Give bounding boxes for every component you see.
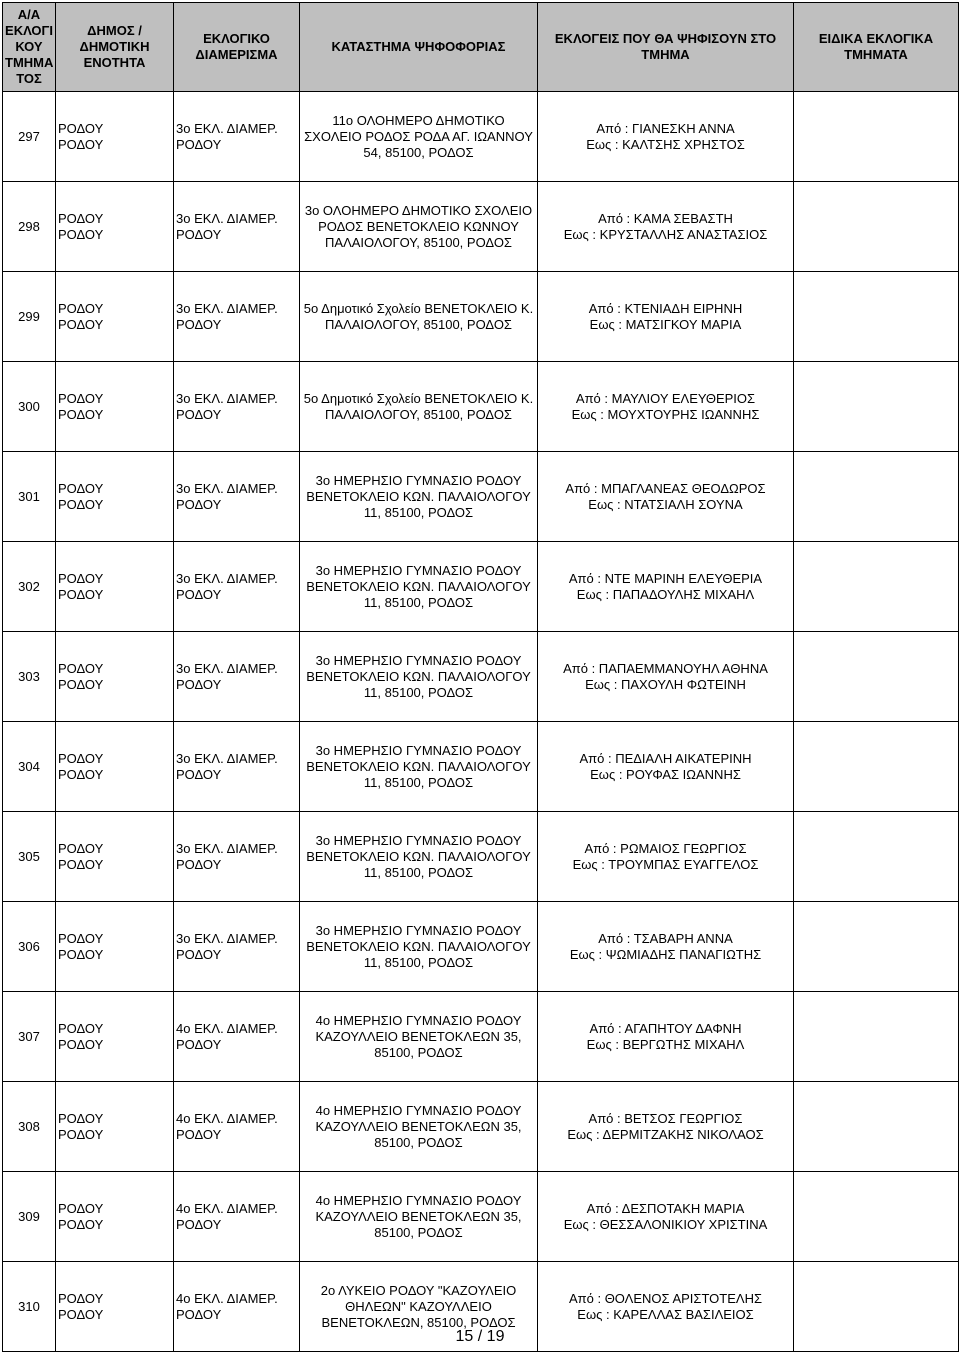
diamerisma-cell bbox=[174, 452, 300, 542]
enotita-text: ΡΟΔΟΥ bbox=[58, 316, 104, 332]
eidika-cell bbox=[794, 452, 959, 542]
katastima-cell: 11ο ΟΛΟΗΜΕΡΟ ΔΗΜΟΤΙΚΟ ΣΧΟΛΕΙΟ ΡΟΔΟΣ ΡΟΔΑ ΑΓ. ΙΩΑΝΝΟΥ 54, 85100, ΡΟΔΟΣ bbox=[300, 92, 538, 182]
range-from: Από : ΜΑΥΛΙΟΥ ΕΛΕΥΘΕΡΙΟΣ bbox=[575, 390, 756, 406]
row-number: 297 bbox=[3, 92, 56, 182]
dimos-text: ΡΟΔΟΥ bbox=[58, 120, 104, 136]
enotita-text: ΡΟΔΟΥ bbox=[58, 1306, 104, 1322]
katastima-cell: 3ο ΗΜΕΡΗΣΙΟ ΓΥΜΝΑΣΙΟ ΡΟΔΟΥ ΒΕΝΕΤΟΚΛΕΙΟ ΚΩΝ. ΠΑΛΑΙΟΛΟΓΟΥ 11, 85100, ΡΟΔΟΣ bbox=[300, 722, 538, 812]
range-from: Από : ΑΓΑΠΗΤΟΥ ΔΑΦΝΗ bbox=[589, 1020, 742, 1036]
dimos-cell bbox=[56, 812, 174, 902]
range-to: Εως : ΤΡΟΥΜΠΑΣ ΕΥΑΓΓΕΛΟΣ bbox=[572, 856, 759, 872]
row-number: 307 bbox=[3, 992, 56, 1082]
eidika-cell bbox=[794, 1172, 959, 1262]
eidika-cell bbox=[794, 992, 959, 1082]
diamerisma-place: ΡΟΔΟΥ bbox=[176, 316, 222, 332]
row-number: 303 bbox=[3, 632, 56, 722]
diamerisma-text: 3ο ΕΚΛ. ΔΙΑΜΕΡ. bbox=[176, 750, 278, 766]
diamerisma-text: 3ο ΕΚΛ. ΔΙΑΜΕΡ. bbox=[176, 660, 278, 676]
range-to: Εως : ΨΩΜΙΑΔΗΣ ΠΑΝΑΓΙΩΤΗΣ bbox=[569, 946, 762, 962]
range-to: Εως : ΜΑΤΣΙΓΚΟΥ ΜΑΡΙΑ bbox=[589, 316, 742, 332]
diamerisma-text: 3ο ΕΚΛ. ΔΙΑΜΕΡ. bbox=[176, 210, 278, 226]
diamerisma-place: ΡΟΔΟΥ bbox=[176, 676, 222, 692]
enotita-text: ΡΟΔΟΥ bbox=[58, 406, 104, 422]
range-from: Από : ΠΑΠΑΕΜΜΑΝΟΥΗΛ ΑΘΗΝΑ bbox=[563, 660, 768, 676]
diamerisma-place: ΡΟΔΟΥ bbox=[176, 136, 222, 152]
table-row bbox=[3, 1172, 959, 1262]
diamerisma-text: 3ο ΕΚΛ. ΔΙΑΜΕΡ. bbox=[176, 300, 278, 316]
ekloges-cell bbox=[538, 992, 794, 1082]
dimos-text: ΡΟΔΟΥ bbox=[58, 300, 104, 316]
diamerisma-text: 3ο ΕΚΛ. ΔΙΑΜΕΡ. bbox=[176, 120, 278, 136]
header-katastima: ΚΑΤΑΣΤΗΜΑ ΨΗΦΟΦΟΡΙΑΣ bbox=[300, 3, 538, 92]
dimos-cell bbox=[56, 902, 174, 992]
diamerisma-cell bbox=[174, 542, 300, 632]
ekloges-cell bbox=[538, 92, 794, 182]
diamerisma-cell bbox=[174, 722, 300, 812]
dimos-text: ΡΟΔΟΥ bbox=[58, 390, 104, 406]
dimos-text: ΡΟΔΟΥ bbox=[58, 1200, 104, 1216]
row-number: 299 bbox=[3, 272, 56, 362]
katastima-cell: 5ο Δημοτικό Σχολείο ΒΕΝΕΤΟΚΛΕΙΟ Κ. ΠΑΛΑΙΟΛΟΓΟΥ, 85100, ΡΟΔΟΣ bbox=[300, 272, 538, 362]
dimos-cell bbox=[56, 722, 174, 812]
dimos-text: ΡΟΔΟΥ bbox=[58, 480, 104, 496]
eidika-cell bbox=[794, 812, 959, 902]
enotita-text: ΡΟΔΟΥ bbox=[58, 946, 104, 962]
dimos-text: ΡΟΔΟΥ bbox=[58, 840, 104, 856]
table-row bbox=[3, 92, 959, 182]
table-row bbox=[3, 992, 959, 1082]
diamerisma-place: ΡΟΔΟΥ bbox=[176, 406, 222, 422]
dimos-text: ΡΟΔΟΥ bbox=[58, 750, 104, 766]
dimos-cell bbox=[56, 992, 174, 1082]
range-to: Εως : ΘΕΣΣΑΛΟΝΙΚΙΟΥ ΧΡΙΣΤΙΝΑ bbox=[563, 1216, 768, 1232]
dimos-text: ΡΟΔΟΥ bbox=[58, 660, 104, 676]
eidika-cell bbox=[794, 632, 959, 722]
katastima-cell: 3ο ΗΜΕΡΗΣΙΟ ΓΥΜΝΑΣΙΟ ΡΟΔΟΥ ΒΕΝΕΤΟΚΛΕΙΟ ΚΩΝ. ΠΑΛΑΙΟΛΟΓΟΥ 11, 85100, ΡΟΔΟΣ bbox=[300, 542, 538, 632]
header-eidika: ΕΙΔΙΚΑ ΕΚΛΟΓΙΚΑ ΤΜΗΜΑΤΑ bbox=[794, 3, 959, 92]
katastima-cell: 4ο ΗΜΕΡΗΣΙΟ ΓΥΜΝΑΣΙΟ ΡΟΔΟΥ ΚΑΖΟΥΛΛΕΙΟ ΒΕΝΕΤΟΚΛΕΩΝ 35, 85100, ΡΟΔΟΣ bbox=[300, 1082, 538, 1172]
range-from: Από : ΝΤΕ ΜΑΡΙΝΗ ΕΛΕΥΘΕΡΙΑ bbox=[568, 570, 763, 586]
dimos-cell bbox=[56, 272, 174, 362]
ekloges-cell bbox=[538, 362, 794, 452]
row-number: 305 bbox=[3, 812, 56, 902]
row-number: 300 bbox=[3, 362, 56, 452]
range-to: Εως : ΒΕΡΓΩΤΗΣ ΜΙΧΑΗΛ bbox=[586, 1036, 745, 1052]
eidika-cell bbox=[794, 92, 959, 182]
diamerisma-text: 3ο ΕΚΛ. ΔΙΑΜΕΡ. bbox=[176, 390, 278, 406]
eidika-cell bbox=[794, 362, 959, 452]
diamerisma-cell bbox=[174, 362, 300, 452]
katastima-cell: 2ο ΛΥΚΕΙΟ ΡΟΔΟΥ "ΚΑΖΟΥΛΕΙΟ ΘΗΛΕΩΝ" ΚΑΖΟΥΛΛΕΙΟ ΒΕΝΕΤΟΚΛΕΩΝ, 85100, ΡΟΔΟΣ bbox=[300, 1262, 538, 1352]
row-number: 298 bbox=[3, 182, 56, 272]
diamerisma-cell bbox=[174, 92, 300, 182]
ekloges-cell bbox=[538, 902, 794, 992]
range-from: Από : ΒΕΤΣΟΣ ΓΕΩΡΓΙΟΣ bbox=[588, 1110, 743, 1126]
diamerisma-place: ΡΟΔΟΥ bbox=[176, 1036, 222, 1052]
dimos-cell bbox=[56, 1082, 174, 1172]
diamerisma-place: ΡΟΔΟΥ bbox=[176, 586, 222, 602]
header-dimos: ΔΗΜΟΣ / ΔΗΜΟΤΙΚΗ ΕΝΟΤΗΤΑ bbox=[56, 3, 174, 92]
header-aa: Α/Α ΕΚΛΟΓΙ ΚΟΥ ΤΜΗΜΑ ΤΟΣ bbox=[3, 3, 56, 92]
range-from: Από : ΠΕΔΙΑΛΗ ΑΙΚΑΤΕΡΙΝΗ bbox=[579, 750, 752, 766]
diamerisma-place: ΡΟΔΟΥ bbox=[176, 1306, 222, 1322]
eidika-cell bbox=[794, 902, 959, 992]
header-diamerisma: ΕΚΛΟΓΙΚΟ ΔΙΑΜΕΡΙΣΜΑ bbox=[174, 3, 300, 92]
enotita-text: ΡΟΔΟΥ bbox=[58, 226, 104, 242]
diamerisma-cell bbox=[174, 992, 300, 1082]
eidika-cell bbox=[794, 722, 959, 812]
katastima-cell: 4ο ΗΜΕΡΗΣΙΟ ΓΥΜΝΑΣΙΟ ΡΟΔΟΥ ΚΑΖΟΥΛΛΕΙΟ ΒΕΝΕΤΟΚΛΕΩΝ 35, 85100, ΡΟΔΟΣ bbox=[300, 1172, 538, 1262]
diamerisma-cell bbox=[174, 1172, 300, 1262]
katastima-cell: 3ο ΟΛΟΗΜΕΡΟ ΔΗΜΟΤΙΚΟ ΣΧΟΛΕΙΟ ΡΟΔΟΣ ΒΕΝΕΤΟΚΛΕΙΟ ΚΩΝΝΟΥ ΠΑΛΑΙΟΛΟΓΟΥ, 85100, ΡΟΔΟΣ bbox=[300, 182, 538, 272]
katastima-cell: 3ο ΗΜΕΡΗΣΙΟ ΓΥΜΝΑΣΙΟ ΡΟΔΟΥ ΒΕΝΕΤΟΚΛΕΙΟ ΚΩΝ. ΠΑΛΑΙΟΛΟΓΟΥ 11, 85100, ΡΟΔΟΣ bbox=[300, 812, 538, 902]
ekloges-cell bbox=[538, 182, 794, 272]
diamerisma-place: ΡΟΔΟΥ bbox=[176, 766, 222, 782]
row-number: 310 bbox=[3, 1262, 56, 1352]
dimos-cell bbox=[56, 362, 174, 452]
range-from: Από : ΜΠΑΓΛΑΝΕΑΣ ΘΕΟΔΩΡΟΣ bbox=[565, 480, 766, 496]
ekloges-cell bbox=[538, 1082, 794, 1172]
table-row bbox=[3, 632, 959, 722]
range-to: Εως : ΜΟΥΧΤΟΥΡΗΣ ΙΩΑΝΝΗΣ bbox=[571, 406, 760, 422]
enotita-text: ΡΟΔΟΥ bbox=[58, 586, 104, 602]
row-number: 304 bbox=[3, 722, 56, 812]
diamerisma-place: ΡΟΔΟΥ bbox=[176, 496, 222, 512]
range-from: Από : ΔΕΣΠΟΤΑΚΗ ΜΑΡΙΑ bbox=[586, 1200, 745, 1216]
katastima-cell: 3ο ΗΜΕΡΗΣΙΟ ΓΥΜΝΑΣΙΟ ΡΟΔΟΥ ΒΕΝΕΤΟΚΛΕΙΟ ΚΩΝ. ΠΑΛΑΙΟΛΟΓΟΥ 11, 85100, ΡΟΔΟΣ bbox=[300, 902, 538, 992]
range-to: Εως : ΠΑΠΑΔΟΥΛΗΣ ΜΙΧΑΗΛ bbox=[576, 586, 755, 602]
range-from: Από : ΡΩΜΑΙΟΣ ΓΕΩΡΓΙΟΣ bbox=[584, 840, 747, 856]
diamerisma-place: ΡΟΔΟΥ bbox=[176, 856, 222, 872]
ekloges-cell bbox=[538, 722, 794, 812]
ekloges-cell bbox=[538, 452, 794, 542]
range-from: Από : ΚΑΜΑ ΣΕΒΑΣΤΗ bbox=[598, 210, 733, 226]
dimos-text: ΡΟΔΟΥ bbox=[58, 210, 104, 226]
table-row bbox=[3, 902, 959, 992]
table-row bbox=[3, 812, 959, 902]
table-row bbox=[3, 182, 959, 272]
ekloges-cell bbox=[538, 632, 794, 722]
table-row bbox=[3, 452, 959, 542]
row-number: 309 bbox=[3, 1172, 56, 1262]
ekloges-cell bbox=[538, 272, 794, 362]
header-ekloges: ΕΚΛΟΓΕΙΣ ΠΟΥ ΘΑ ΨΗΦΙΣΟΥΝ ΣΤΟ ΤΜΗΜΑ bbox=[538, 3, 794, 92]
eidika-cell bbox=[794, 182, 959, 272]
diamerisma-text: 4ο ΕΚΛ. ΔΙΑΜΕΡ. bbox=[176, 1020, 278, 1036]
table-row bbox=[3, 542, 959, 632]
diamerisma-place: ΡΟΔΟΥ bbox=[176, 1126, 222, 1142]
row-number: 301 bbox=[3, 452, 56, 542]
diamerisma-cell bbox=[174, 1082, 300, 1172]
dimos-cell bbox=[56, 542, 174, 632]
diamerisma-cell bbox=[174, 632, 300, 722]
enotita-text: ΡΟΔΟΥ bbox=[58, 1216, 104, 1232]
diamerisma-text: 4ο ΕΚΛ. ΔΙΑΜΕΡ. bbox=[176, 1290, 278, 1306]
dimos-cell bbox=[56, 452, 174, 542]
range-to: Εως : ΚΑΛΤΣΗΣ ΧΡΗΣΤΟΣ bbox=[586, 136, 745, 152]
range-to: Εως : ΠΑΧΟΥΛΗ ΦΩΤΕΙΝΗ bbox=[585, 676, 746, 692]
katastima-cell: 3ο ΗΜΕΡΗΣΙΟ ΓΥΜΝΑΣΙΟ ΡΟΔΟΥ ΒΕΝΕΤΟΚΛΕΙΟ ΚΩΝ. ΠΑΛΑΙΟΛΟΓΟΥ 11, 85100, ΡΟΔΟΣ bbox=[300, 632, 538, 722]
table-row bbox=[3, 272, 959, 362]
enotita-text: ΡΟΔΟΥ bbox=[58, 1036, 104, 1052]
table-row bbox=[3, 722, 959, 812]
range-to: Εως : ΡΟΥΦΑΣ ΙΩΑΝΝΗΣ bbox=[590, 766, 741, 782]
enotita-text: ΡΟΔΟΥ bbox=[58, 1126, 104, 1142]
range-from: Από : ΚΤΕΝΙΑΔΗ ΕΙΡΗΝΗ bbox=[588, 300, 743, 316]
ekloges-cell bbox=[538, 1172, 794, 1262]
dimos-text: ΡΟΔΟΥ bbox=[58, 1110, 104, 1126]
diamerisma-cell bbox=[174, 812, 300, 902]
dimos-cell bbox=[56, 182, 174, 272]
range-to: Εως : ΚΑΡΕΛΛΑΣ ΒΑΣΙΛΕΙΟΣ bbox=[577, 1306, 754, 1322]
ekloges-cell bbox=[538, 812, 794, 902]
diamerisma-text: 3ο ΕΚΛ. ΔΙΑΜΕΡ. bbox=[176, 840, 278, 856]
diamerisma-text: 4ο ΕΚΛ. ΔΙΑΜΕΡ. bbox=[176, 1200, 278, 1216]
diamerisma-text: 3ο ΕΚΛ. ΔΙΑΜΕΡ. bbox=[176, 570, 278, 586]
diamerisma-cell bbox=[174, 182, 300, 272]
diamerisma-text: 3ο ΕΚΛ. ΔΙΑΜΕΡ. bbox=[176, 480, 278, 496]
page-number: 15 / 19 bbox=[455, 1328, 505, 1345]
dimos-text: ΡΟΔΟΥ bbox=[58, 1020, 104, 1036]
katastima-cell: 4ο ΗΜΕΡΗΣΙΟ ΓΥΜΝΑΣΙΟ ΡΟΔΟΥ ΚΑΖΟΥΛΛΕΙΟ ΒΕΝΕΤΟΚΛΕΩΝ 35, 85100, ΡΟΔΟΣ bbox=[300, 992, 538, 1082]
katastima-cell: 3ο ΗΜΕΡΗΣΙΟ ΓΥΜΝΑΣΙΟ ΡΟΔΟΥ ΒΕΝΕΤΟΚΛΕΙΟ ΚΩΝ. ΠΑΛΑΙΟΛΟΓΟΥ 11, 85100, ΡΟΔΟΣ bbox=[300, 452, 538, 542]
dimos-text: ΡΟΔΟΥ bbox=[58, 930, 104, 946]
diamerisma-place: ΡΟΔΟΥ bbox=[176, 1216, 222, 1232]
enotita-text: ΡΟΔΟΥ bbox=[58, 856, 104, 872]
diamerisma-text: 3ο ΕΚΛ. ΔΙΑΜΕΡ. bbox=[176, 930, 278, 946]
diamerisma-place: ΡΟΔΟΥ bbox=[176, 946, 222, 962]
enotita-text: ΡΟΔΟΥ bbox=[58, 766, 104, 782]
dimos-cell bbox=[56, 1172, 174, 1262]
dimos-cell bbox=[56, 92, 174, 182]
diamerisma-cell bbox=[174, 902, 300, 992]
dimos-cell bbox=[56, 632, 174, 722]
polling-stations-table bbox=[2, 2, 959, 1352]
dimos-text: ΡΟΔΟΥ bbox=[58, 1290, 104, 1306]
enotita-text: ΡΟΔΟΥ bbox=[58, 496, 104, 512]
table-row bbox=[3, 362, 959, 452]
table-header-row bbox=[3, 3, 959, 92]
eidika-cell bbox=[794, 542, 959, 632]
dimos-text: ΡΟΔΟΥ bbox=[58, 570, 104, 586]
row-number: 302 bbox=[3, 542, 56, 632]
diamerisma-cell bbox=[174, 272, 300, 362]
range-from: Από : ΤΣΑΒΑΡΗ ΑΝΝΑ bbox=[598, 930, 733, 946]
range-to: Εως : ΝΤΑΤΣΙΑΛΗ ΣΟΥΝΑ bbox=[588, 496, 743, 512]
katastima-cell: 5ο Δημοτικό Σχολείο ΒΕΝΕΤΟΚΛΕΙΟ Κ. ΠΑΛΑΙΟΛΟΓΟΥ, 85100, ΡΟΔΟΣ bbox=[300, 362, 538, 452]
enotita-text: ΡΟΔΟΥ bbox=[58, 676, 104, 692]
enotita-text: ΡΟΔΟΥ bbox=[58, 136, 104, 152]
diamerisma-text: 4ο ΕΚΛ. ΔΙΑΜΕΡ. bbox=[176, 1110, 278, 1126]
range-to: Εως : ΔΕΡΜΙΤΖΑΚΗΣ ΝΙΚΟΛΑΟΣ bbox=[567, 1126, 764, 1142]
range-to: Εως : ΚΡΥΣΤΑΛΛΗΣ ΑΝΑΣΤΑΣΙΟΣ bbox=[563, 226, 768, 242]
row-number: 308 bbox=[3, 1082, 56, 1172]
diamerisma-place: ΡΟΔΟΥ bbox=[176, 226, 222, 242]
ekloges-cell bbox=[538, 542, 794, 632]
table-row bbox=[3, 1082, 959, 1172]
row-number: 306 bbox=[3, 902, 56, 992]
eidika-cell bbox=[794, 272, 959, 362]
range-from: Από : ΘΟΛΕΝΟΣ ΑΡΙΣΤΟΤΕΛΗΣ bbox=[568, 1290, 762, 1306]
range-from: Από : ΓΙΑΝΕΣΚΗ ΑΝΝΑ bbox=[596, 120, 735, 136]
eidika-cell bbox=[794, 1082, 959, 1172]
